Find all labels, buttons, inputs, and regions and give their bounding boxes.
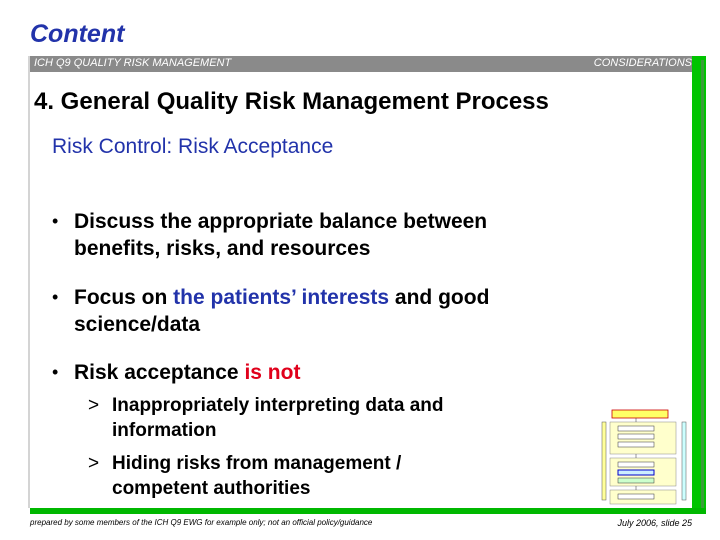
bullet-2-part3: and good science/data <box>74 286 490 336</box>
bullet-3 <box>52 359 574 386</box>
frame-right-inner <box>701 60 704 508</box>
bullet-2-highlight: the patients’ interests <box>173 286 390 309</box>
bullet-dot-icon: • <box>52 287 59 307</box>
footer-slide-number: July 2006, slide 25 <box>617 518 692 528</box>
band-left-label: ICH Q9 QUALITY RISK MANAGEMENT <box>34 57 232 69</box>
bullet-2-text <box>74 284 574 338</box>
slide-subtitle: Risk Control: Risk Acceptance <box>52 135 334 158</box>
bullet-dot-icon: • <box>52 362 59 382</box>
bullet-2-part1: Focus on <box>74 286 174 309</box>
bullet-3-text <box>74 359 574 386</box>
sub-bullet-1-text: Inappropriately interpreting data and information <box>112 395 444 441</box>
header-title: Content <box>30 20 125 48</box>
arrow-icon: > <box>88 395 100 416</box>
frame-left-edge <box>28 56 30 508</box>
bullet-1-text: Discuss the appropriate balance between benefits, risks, and resources <box>74 210 488 260</box>
header-band <box>30 56 692 72</box>
sub-bullet-2-text: Hiding risks from management / competent authorities <box>112 453 402 499</box>
frame-bottom-bar <box>30 508 706 514</box>
slide-title: 4. General Quality Risk Management Process <box>34 88 549 115</box>
footer-disclaimer: prepared by some members of the ICH Q9 EWG for example only; not an official policy/guidance <box>30 518 373 527</box>
band-right-label: CONSIDERATIONS <box>593 57 692 69</box>
sub-bullet-1 <box>88 393 472 443</box>
bullet-3-highlight: is not <box>244 361 301 384</box>
bullet-3-part1: Risk acceptance <box>74 361 245 384</box>
bullet-2 <box>52 284 574 338</box>
bullet-dot-icon: • <box>52 211 59 231</box>
sub-bullet-2 <box>88 451 472 501</box>
arrow-icon: > <box>88 453 100 474</box>
bullet-1 <box>52 208 574 262</box>
process-diagram-thumbnail <box>598 408 690 508</box>
